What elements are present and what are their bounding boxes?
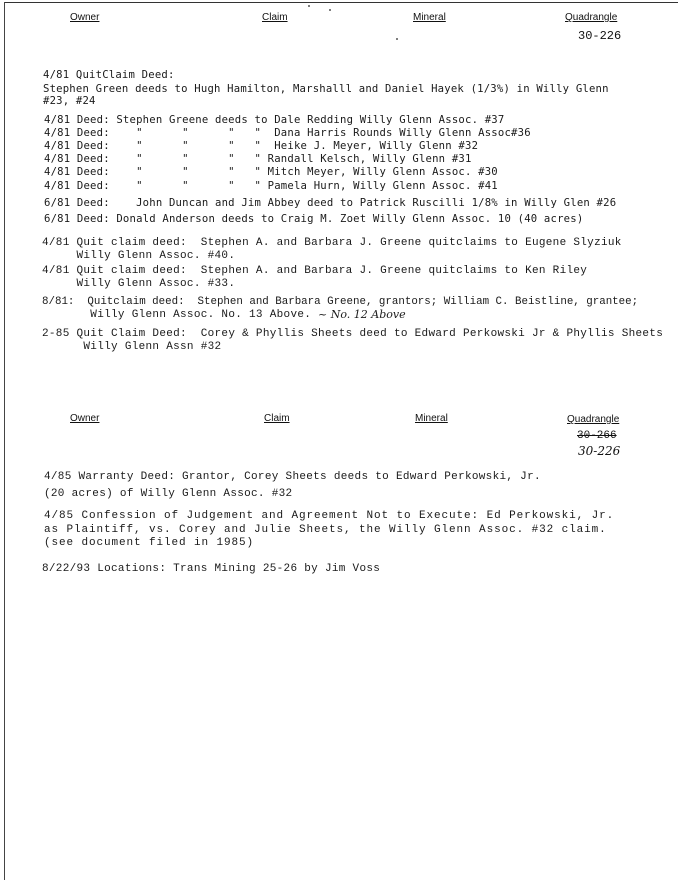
entry-line: Willy Glenn Assoc. No. 13 Above. (42, 309, 312, 321)
entry-line: 4/81 Quit claim deed: Stephen A. and Barbara J. Greene quitclaims to Eugene Slyziuk (42, 237, 622, 249)
claim-header: Claim (264, 413, 290, 424)
entry-line: 6/81 Deed: Donald Anderson deeds to Craig M. Zoet Willy Glenn Assoc. 10 (40 acres) (44, 213, 584, 225)
entry-line: Willy Glenn Assn #32 (42, 341, 222, 353)
entry-line: 4/81 Deed: " " " " Mitch Meyer, Willy Glenn Assoc. #30 (44, 166, 498, 178)
entry-line: 4/81 Deed: " " " " Dana Harris Rounds Willy Glenn Assoc#36 (44, 127, 531, 139)
scan-speck (308, 5, 310, 7)
owner-header: Owner (70, 12, 100, 23)
mineral-header: Mineral (415, 413, 448, 424)
page-left-border (4, 2, 5, 880)
entry-line: 4/81 Deed: " " " " Pamela Hurn, Willy Glenn Assoc. #41 (44, 180, 498, 192)
entry-line: (20 acres) of Willy Glenn Assoc. #32 (44, 488, 293, 500)
page-top-border (4, 2, 678, 3)
claim-header: Claim (262, 12, 288, 23)
scan-speck (396, 38, 398, 40)
entry-line: 8/81: Quitclaim deed: Stephen and Barbara Greene, grantors; William C. Beistline, grantee; (42, 296, 639, 308)
entry-line: 4/85 Warranty Deed: Grantor, Corey Sheets deeds to Edward Perkowski, Jr. (44, 471, 541, 483)
quadrangle-header: Quadrangle (565, 12, 618, 23)
entry-line: (see document filed in 1985) (44, 537, 255, 549)
entry-line: Stephen Green deeds to Hugh Hamilton, Marshalll and Daniel Hayek (1/3%) in Willy Glenn (43, 83, 609, 95)
entry-line: as Plaintiff, vs. Corey and Julie Sheets, the Willy Glenn Assoc. #32 claim. (44, 524, 607, 536)
quadrangle-header: Quadrangle (567, 414, 620, 425)
entry-line: 8/22/93 Locations: Trans Mining 25-26 by Jim Voss (42, 563, 381, 575)
entry-line: 4/81 QuitClaim Deed: (43, 69, 175, 81)
quadrangle-number-struck: 30-266 (577, 430, 617, 442)
entry-line: 4/85 Confession of Judgement and Agreement Not to Execute: Ed Perkowski, Jr. (44, 510, 615, 522)
entry-line: Willy Glenn Assoc. #33. (42, 278, 236, 290)
quadrangle-number-handwritten: 30-226 (578, 444, 621, 458)
scan-speck (329, 9, 331, 11)
entry-line: Willy Glenn Assoc. #40. (42, 250, 236, 262)
entry-line: 4/81 Deed: " " " " Heike J. Meyer, Willy Glenn #32 (44, 140, 479, 152)
mineral-header: Mineral (413, 12, 446, 23)
entry-line: 6/81 Deed: John Duncan and Jim Abbey deed to Patrick Ruscilli 1/8% in Willy Glen #26 (44, 197, 617, 209)
handwritten-note: ~ No. 12 Above (318, 308, 406, 321)
entry-line: 4/81 Deed: Stephen Greene deeds to Dale Redding Willy Glenn Assoc. #37 (44, 114, 505, 126)
entry-line: 4/81 Quit claim deed: Stephen A. and Barbara J. Greene quitclaims to Ken Riley (42, 265, 588, 277)
entry-line: 2-85 Quit Claim Deed: Corey & Phyllis Sheets deed to Edward Perkowski Jr & Phyllis Sheets (42, 328, 664, 340)
owner-header: Owner (70, 413, 100, 424)
entry-line: #23, #24 (43, 95, 96, 107)
quadrangle-number: 30-226 (578, 29, 622, 43)
entry-line: 4/81 Deed: " " " " Randall Kelsch, Willy Glenn #31 (44, 153, 472, 165)
